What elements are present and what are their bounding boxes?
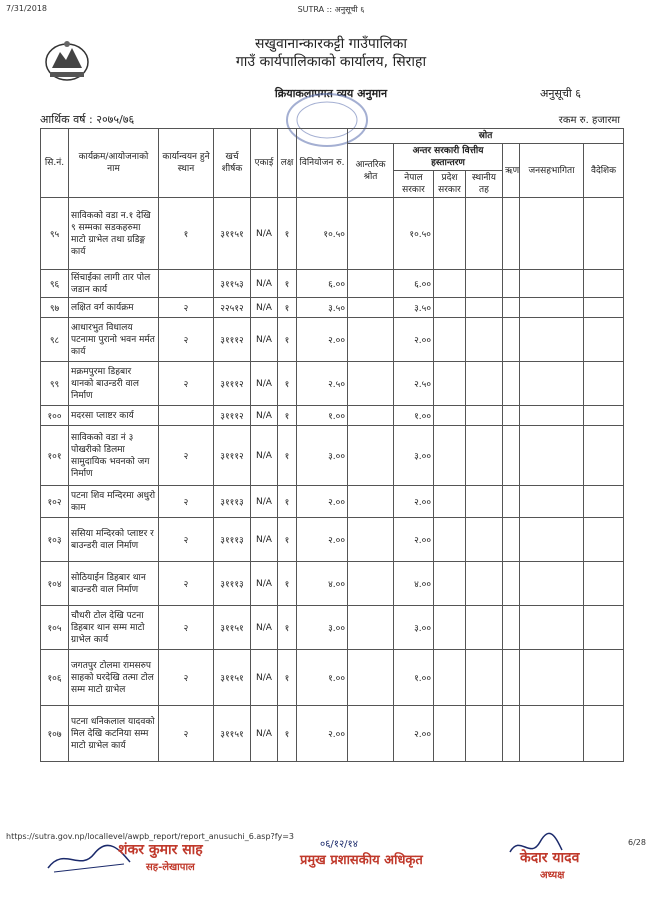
cell-expense-head: ३११५१ bbox=[214, 198, 251, 270]
cell-internal bbox=[348, 606, 394, 650]
table-row bbox=[41, 198, 624, 270]
cell-foreign bbox=[584, 298, 624, 318]
cell-province-govt bbox=[434, 426, 466, 486]
signature-1-name: शंकर कुमार साह bbox=[118, 842, 203, 858]
cell-public-participation bbox=[520, 426, 584, 486]
cell-nepal-govt: ३.०० bbox=[394, 606, 434, 650]
cell-loan bbox=[503, 562, 520, 606]
cell-foreign bbox=[584, 406, 624, 426]
cell-expense-head: २२५१२ bbox=[214, 298, 251, 318]
cell-loan bbox=[503, 486, 520, 518]
cell-unit: N/A bbox=[251, 486, 278, 518]
cell-loan bbox=[503, 362, 520, 406]
cell-unit: N/A bbox=[251, 518, 278, 562]
cell-nepal-govt: १.०० bbox=[394, 406, 434, 426]
cell-program-name: चौधरी टोल देखि पटना डिहबार थान सम्म माटो ग्राभेल कार्य bbox=[69, 606, 159, 650]
cell-location: २ bbox=[159, 706, 214, 762]
cell-appropriation: २.५० bbox=[297, 362, 348, 406]
cell-sn: ९६ bbox=[41, 270, 69, 298]
cell-nepal-govt: १.०० bbox=[394, 650, 434, 706]
cell-target: १ bbox=[278, 426, 297, 486]
cell-unit: N/A bbox=[251, 362, 278, 406]
cell-internal bbox=[348, 406, 394, 426]
cell-sn: ९७ bbox=[41, 298, 69, 318]
cell-loan bbox=[503, 198, 520, 270]
cell-internal bbox=[348, 198, 394, 270]
annex-label: अनुसूची ६ bbox=[540, 87, 581, 100]
cell-local-level bbox=[466, 318, 503, 362]
cell-program-name: आधारभुत विधालय पटनामा पुरानो भवन मर्मत कार्य bbox=[69, 318, 159, 362]
cell-foreign bbox=[584, 426, 624, 486]
cell-target: १ bbox=[278, 650, 297, 706]
cell-target: १ bbox=[278, 198, 297, 270]
table-row bbox=[41, 518, 624, 562]
cell-sn: १०७ bbox=[41, 706, 69, 762]
cell-public-participation bbox=[520, 562, 584, 606]
cell-expense-head: ३११५१ bbox=[214, 606, 251, 650]
col-foreign: वैदेशिक bbox=[584, 144, 624, 198]
cell-province-govt bbox=[434, 518, 466, 562]
cell-public-participation bbox=[520, 650, 584, 706]
cell-target: १ bbox=[278, 406, 297, 426]
cell-local-level bbox=[466, 426, 503, 486]
cell-program-name: लक्षित वर्ग कार्यक्रम bbox=[69, 298, 159, 318]
cell-local-level bbox=[466, 270, 503, 298]
cell-program-name: सोठियाईन डिहबार थान बाउन्डरी वाल निर्माण bbox=[69, 562, 159, 606]
cell-foreign bbox=[584, 706, 624, 762]
cell-expense-head: ३११५३ bbox=[214, 270, 251, 298]
cell-target: १ bbox=[278, 270, 297, 298]
cell-program-name: मक्रमपुरमा डिहबार थानको बाउन्डरी वाल निर्माण bbox=[69, 362, 159, 406]
col-sn: सि.नं. bbox=[41, 129, 69, 198]
cell-expense-head: ३१११२ bbox=[214, 318, 251, 362]
cell-local-level bbox=[466, 406, 503, 426]
cell-program-name: पटना धनिकलाल यादवको मिल देखि कटनिया सम्म माटो ग्राभेल कार्य bbox=[69, 706, 159, 762]
table-row bbox=[41, 270, 624, 298]
cell-sn: १०३ bbox=[41, 518, 69, 562]
cell-province-govt bbox=[434, 298, 466, 318]
cell-loan bbox=[503, 318, 520, 362]
cell-local-level bbox=[466, 362, 503, 406]
cell-program-name: साविकको वडा नं ३ पोखरीको डिलमा सामुदायिक भवनको जग निर्माण bbox=[69, 426, 159, 486]
cell-nepal-govt: २.५० bbox=[394, 362, 434, 406]
report-title: क्रियाकलापगत व्यय अनुमान bbox=[274, 87, 388, 100]
cell-appropriation: २.०० bbox=[297, 706, 348, 762]
cell-sn: ९८ bbox=[41, 318, 69, 362]
cell-location: २ bbox=[159, 486, 214, 518]
footer-url: https://sutra.gov.np/locallevel/awpb_report/report_anusuchi_6.asp?fy=3 bbox=[6, 832, 294, 841]
cell-expense-head: ३११५१ bbox=[214, 650, 251, 706]
cell-loan bbox=[503, 518, 520, 562]
col-program: कार्यक्रम/आयोजनाको नाम bbox=[69, 129, 159, 198]
cell-expense-head: ३१११३ bbox=[214, 562, 251, 606]
print-date: 7/31/2018 bbox=[6, 4, 48, 13]
cell-target: १ bbox=[278, 606, 297, 650]
cell-unit: N/A bbox=[251, 650, 278, 706]
cell-foreign bbox=[584, 486, 624, 518]
cell-appropriation: २.०० bbox=[297, 518, 348, 562]
fiscal-year: आर्थिक वर्ष : २०७५/७६ bbox=[40, 113, 135, 126]
cell-location: २ bbox=[159, 362, 214, 406]
cell-province-govt bbox=[434, 706, 466, 762]
table-row bbox=[41, 318, 624, 362]
table-row bbox=[41, 606, 624, 650]
cell-province-govt bbox=[434, 650, 466, 706]
cell-location: २ bbox=[159, 318, 214, 362]
cell-sn: ९९ bbox=[41, 362, 69, 406]
expense-estimate-table bbox=[40, 128, 624, 762]
cell-foreign bbox=[584, 518, 624, 562]
cell-public-participation bbox=[520, 486, 584, 518]
cell-unit: N/A bbox=[251, 606, 278, 650]
col-expense-head: खर्च शीर्षक bbox=[214, 129, 251, 198]
col-nepal-govt: नेपाल सरकार bbox=[394, 171, 434, 198]
col-fiscal-transfer: अन्तर सरकारी वित्तीय हस्तान्तरण bbox=[394, 144, 503, 171]
table-row bbox=[41, 562, 624, 606]
table-row bbox=[41, 426, 624, 486]
table-row bbox=[41, 362, 624, 406]
office-title: सखुवानान्कारकट्टी गाउँपालिका bbox=[255, 36, 407, 52]
cell-appropriation: २.०० bbox=[297, 486, 348, 518]
cell-internal bbox=[348, 362, 394, 406]
cell-target: १ bbox=[278, 518, 297, 562]
col-target: लक्ष bbox=[278, 129, 297, 198]
cell-sn: १०२ bbox=[41, 486, 69, 518]
cell-unit: N/A bbox=[251, 562, 278, 606]
signature-3-title: अध्यक्ष bbox=[540, 870, 565, 881]
cell-province-govt bbox=[434, 486, 466, 518]
cell-program-name: जगतपुर टोलमा रामसरुप साहको घरदेखि तत्मा टोल सम्म माटो ग्राभेल bbox=[69, 650, 159, 706]
cell-loan bbox=[503, 650, 520, 706]
cell-appropriation: ४.०० bbox=[297, 562, 348, 606]
cell-internal bbox=[348, 270, 394, 298]
cell-program-name: साविकको वडा न.१ देखि ९ सम्मका सडकहरुमा माटो ग्राभेल तथा ग्रडिङ्ग कार्य bbox=[69, 198, 159, 270]
cell-loan bbox=[503, 298, 520, 318]
table-row bbox=[41, 298, 624, 318]
cell-province-govt bbox=[434, 318, 466, 362]
cell-sn: १०६ bbox=[41, 650, 69, 706]
cell-local-level bbox=[466, 298, 503, 318]
cell-program-name: ससिया मन्दिरको प्लाष्टर र बाउन्डरी वाल निर्माण bbox=[69, 518, 159, 562]
cell-unit: N/A bbox=[251, 270, 278, 298]
cell-sn: १०४ bbox=[41, 562, 69, 606]
cell-unit: N/A bbox=[251, 426, 278, 486]
page-number: 6/28 bbox=[628, 838, 646, 847]
cell-nepal-govt: २.०० bbox=[394, 706, 434, 762]
cell-local-level bbox=[466, 518, 503, 562]
cell-foreign bbox=[584, 362, 624, 406]
cell-public-participation bbox=[520, 606, 584, 650]
cell-location: २ bbox=[159, 298, 214, 318]
cell-unit: N/A bbox=[251, 406, 278, 426]
cell-appropriation: ३.०० bbox=[297, 606, 348, 650]
cell-public-participation bbox=[520, 362, 584, 406]
table-row bbox=[41, 486, 624, 518]
cell-unit: N/A bbox=[251, 318, 278, 362]
cell-location bbox=[159, 406, 214, 426]
cell-public-participation bbox=[520, 298, 584, 318]
cell-internal bbox=[348, 650, 394, 706]
cell-internal bbox=[348, 518, 394, 562]
cell-foreign bbox=[584, 270, 624, 298]
cell-location: २ bbox=[159, 518, 214, 562]
cell-appropriation: २.०० bbox=[297, 318, 348, 362]
cell-province-govt bbox=[434, 606, 466, 650]
cell-target: १ bbox=[278, 298, 297, 318]
cell-nepal-govt: ३.५० bbox=[394, 298, 434, 318]
cell-internal bbox=[348, 706, 394, 762]
cell-program-name: पटना शिव मन्दिरमा अधुरो काम bbox=[69, 486, 159, 518]
cell-sn: १०० bbox=[41, 406, 69, 426]
cell-appropriation: १०.५० bbox=[297, 198, 348, 270]
cell-sn: १०५ bbox=[41, 606, 69, 650]
cell-expense-head: ३११५१ bbox=[214, 706, 251, 762]
cell-public-participation bbox=[520, 518, 584, 562]
cell-location: २ bbox=[159, 562, 214, 606]
cell-foreign bbox=[584, 198, 624, 270]
cell-public-participation bbox=[520, 706, 584, 762]
cell-target: १ bbox=[278, 318, 297, 362]
cell-loan bbox=[503, 270, 520, 298]
cell-appropriation: १.०० bbox=[297, 406, 348, 426]
col-public-participation: जनसहभागिता bbox=[520, 144, 584, 198]
cell-program-name: सिंचाईका लागी तार पोल जडान कार्य bbox=[69, 270, 159, 298]
cell-local-level bbox=[466, 606, 503, 650]
cell-nepal-govt: ६.०० bbox=[394, 270, 434, 298]
table-row bbox=[41, 406, 624, 426]
cell-target: १ bbox=[278, 486, 297, 518]
cell-loan bbox=[503, 426, 520, 486]
cell-province-govt bbox=[434, 198, 466, 270]
amount-unit: रकम रु. हजारमा bbox=[558, 115, 620, 126]
cell-location: २ bbox=[159, 650, 214, 706]
cell-expense-head: ३१११२ bbox=[214, 406, 251, 426]
cell-sn: ९५ bbox=[41, 198, 69, 270]
cell-foreign bbox=[584, 318, 624, 362]
cell-foreign bbox=[584, 650, 624, 706]
cell-loan bbox=[503, 606, 520, 650]
cell-program-name: मदरसा प्लाष्टर कार्य bbox=[69, 406, 159, 426]
cell-unit: N/A bbox=[251, 298, 278, 318]
col-internal: आन्तरिक श्रोत bbox=[348, 144, 394, 198]
cell-sn: १०१ bbox=[41, 426, 69, 486]
cell-province-govt bbox=[434, 406, 466, 426]
signature-2-date: ०६/१२/१४ bbox=[320, 839, 358, 850]
cell-unit: N/A bbox=[251, 706, 278, 762]
cell-appropriation: ३.०० bbox=[297, 426, 348, 486]
cell-province-govt bbox=[434, 562, 466, 606]
cell-internal bbox=[348, 486, 394, 518]
office-subtitle: गाउँ कार्यपालिकाको कार्यालय, सिराहा bbox=[235, 54, 427, 70]
table-row bbox=[41, 650, 624, 706]
cell-location bbox=[159, 270, 214, 298]
cell-foreign bbox=[584, 606, 624, 650]
cell-target: १ bbox=[278, 362, 297, 406]
cell-appropriation: १.०० bbox=[297, 650, 348, 706]
cell-location: २ bbox=[159, 606, 214, 650]
cell-appropriation: ६.०० bbox=[297, 270, 348, 298]
col-appropriation: विनियोजन रु. bbox=[297, 129, 348, 198]
cell-expense-head: ३१११२ bbox=[214, 362, 251, 406]
cell-loan bbox=[503, 406, 520, 426]
cell-loan bbox=[503, 706, 520, 762]
cell-location: २ bbox=[159, 426, 214, 486]
col-location: कार्यान्वयन हुने स्थान bbox=[159, 129, 214, 198]
cell-internal bbox=[348, 562, 394, 606]
table-row bbox=[41, 706, 624, 762]
cell-target: १ bbox=[278, 562, 297, 606]
cell-internal bbox=[348, 426, 394, 486]
cell-nepal-govt: ३.०० bbox=[394, 426, 434, 486]
cell-public-participation bbox=[520, 198, 584, 270]
cell-unit: N/A bbox=[251, 198, 278, 270]
cell-expense-head: ३१११३ bbox=[214, 518, 251, 562]
print-title: SUTRA :: अनुसूची ६ bbox=[297, 5, 365, 14]
cell-expense-head: ३१११३ bbox=[214, 486, 251, 518]
col-loan: ऋण bbox=[503, 144, 520, 198]
cell-nepal-govt: २.०० bbox=[394, 518, 434, 562]
signature-2-title: प्रमुख प्रशासकीय अधिकृत bbox=[300, 853, 423, 868]
cell-public-participation bbox=[520, 318, 584, 362]
cell-public-participation bbox=[520, 406, 584, 426]
cell-nepal-govt: २.०० bbox=[394, 318, 434, 362]
cell-target: १ bbox=[278, 706, 297, 762]
col-source: स्रोत bbox=[348, 129, 624, 144]
cell-internal bbox=[348, 318, 394, 362]
cell-expense-head: ३१११२ bbox=[214, 426, 251, 486]
cell-local-level bbox=[466, 486, 503, 518]
col-local-level: स्थानीय तह bbox=[466, 171, 503, 198]
cell-province-govt bbox=[434, 362, 466, 406]
cell-nepal-govt: २.०० bbox=[394, 486, 434, 518]
col-unit: एकाई bbox=[251, 129, 278, 198]
cell-local-level bbox=[466, 562, 503, 606]
cell-local-level bbox=[466, 650, 503, 706]
col-province-govt: प्रदेश सरकार bbox=[434, 171, 466, 198]
cell-nepal-govt: ४.०० bbox=[394, 562, 434, 606]
cell-local-level bbox=[466, 706, 503, 762]
cell-nepal-govt: १०.५० bbox=[394, 198, 434, 270]
cell-province-govt bbox=[434, 270, 466, 298]
cell-foreign bbox=[584, 562, 624, 606]
cell-internal bbox=[348, 298, 394, 318]
cell-local-level bbox=[466, 198, 503, 270]
signature-3-name: केदार यादव bbox=[520, 850, 580, 866]
signature-1-title: सह-लेखापाल bbox=[146, 862, 195, 873]
cell-location: १ bbox=[159, 198, 214, 270]
cell-appropriation: ३.५० bbox=[297, 298, 348, 318]
cell-public-participation bbox=[520, 270, 584, 298]
